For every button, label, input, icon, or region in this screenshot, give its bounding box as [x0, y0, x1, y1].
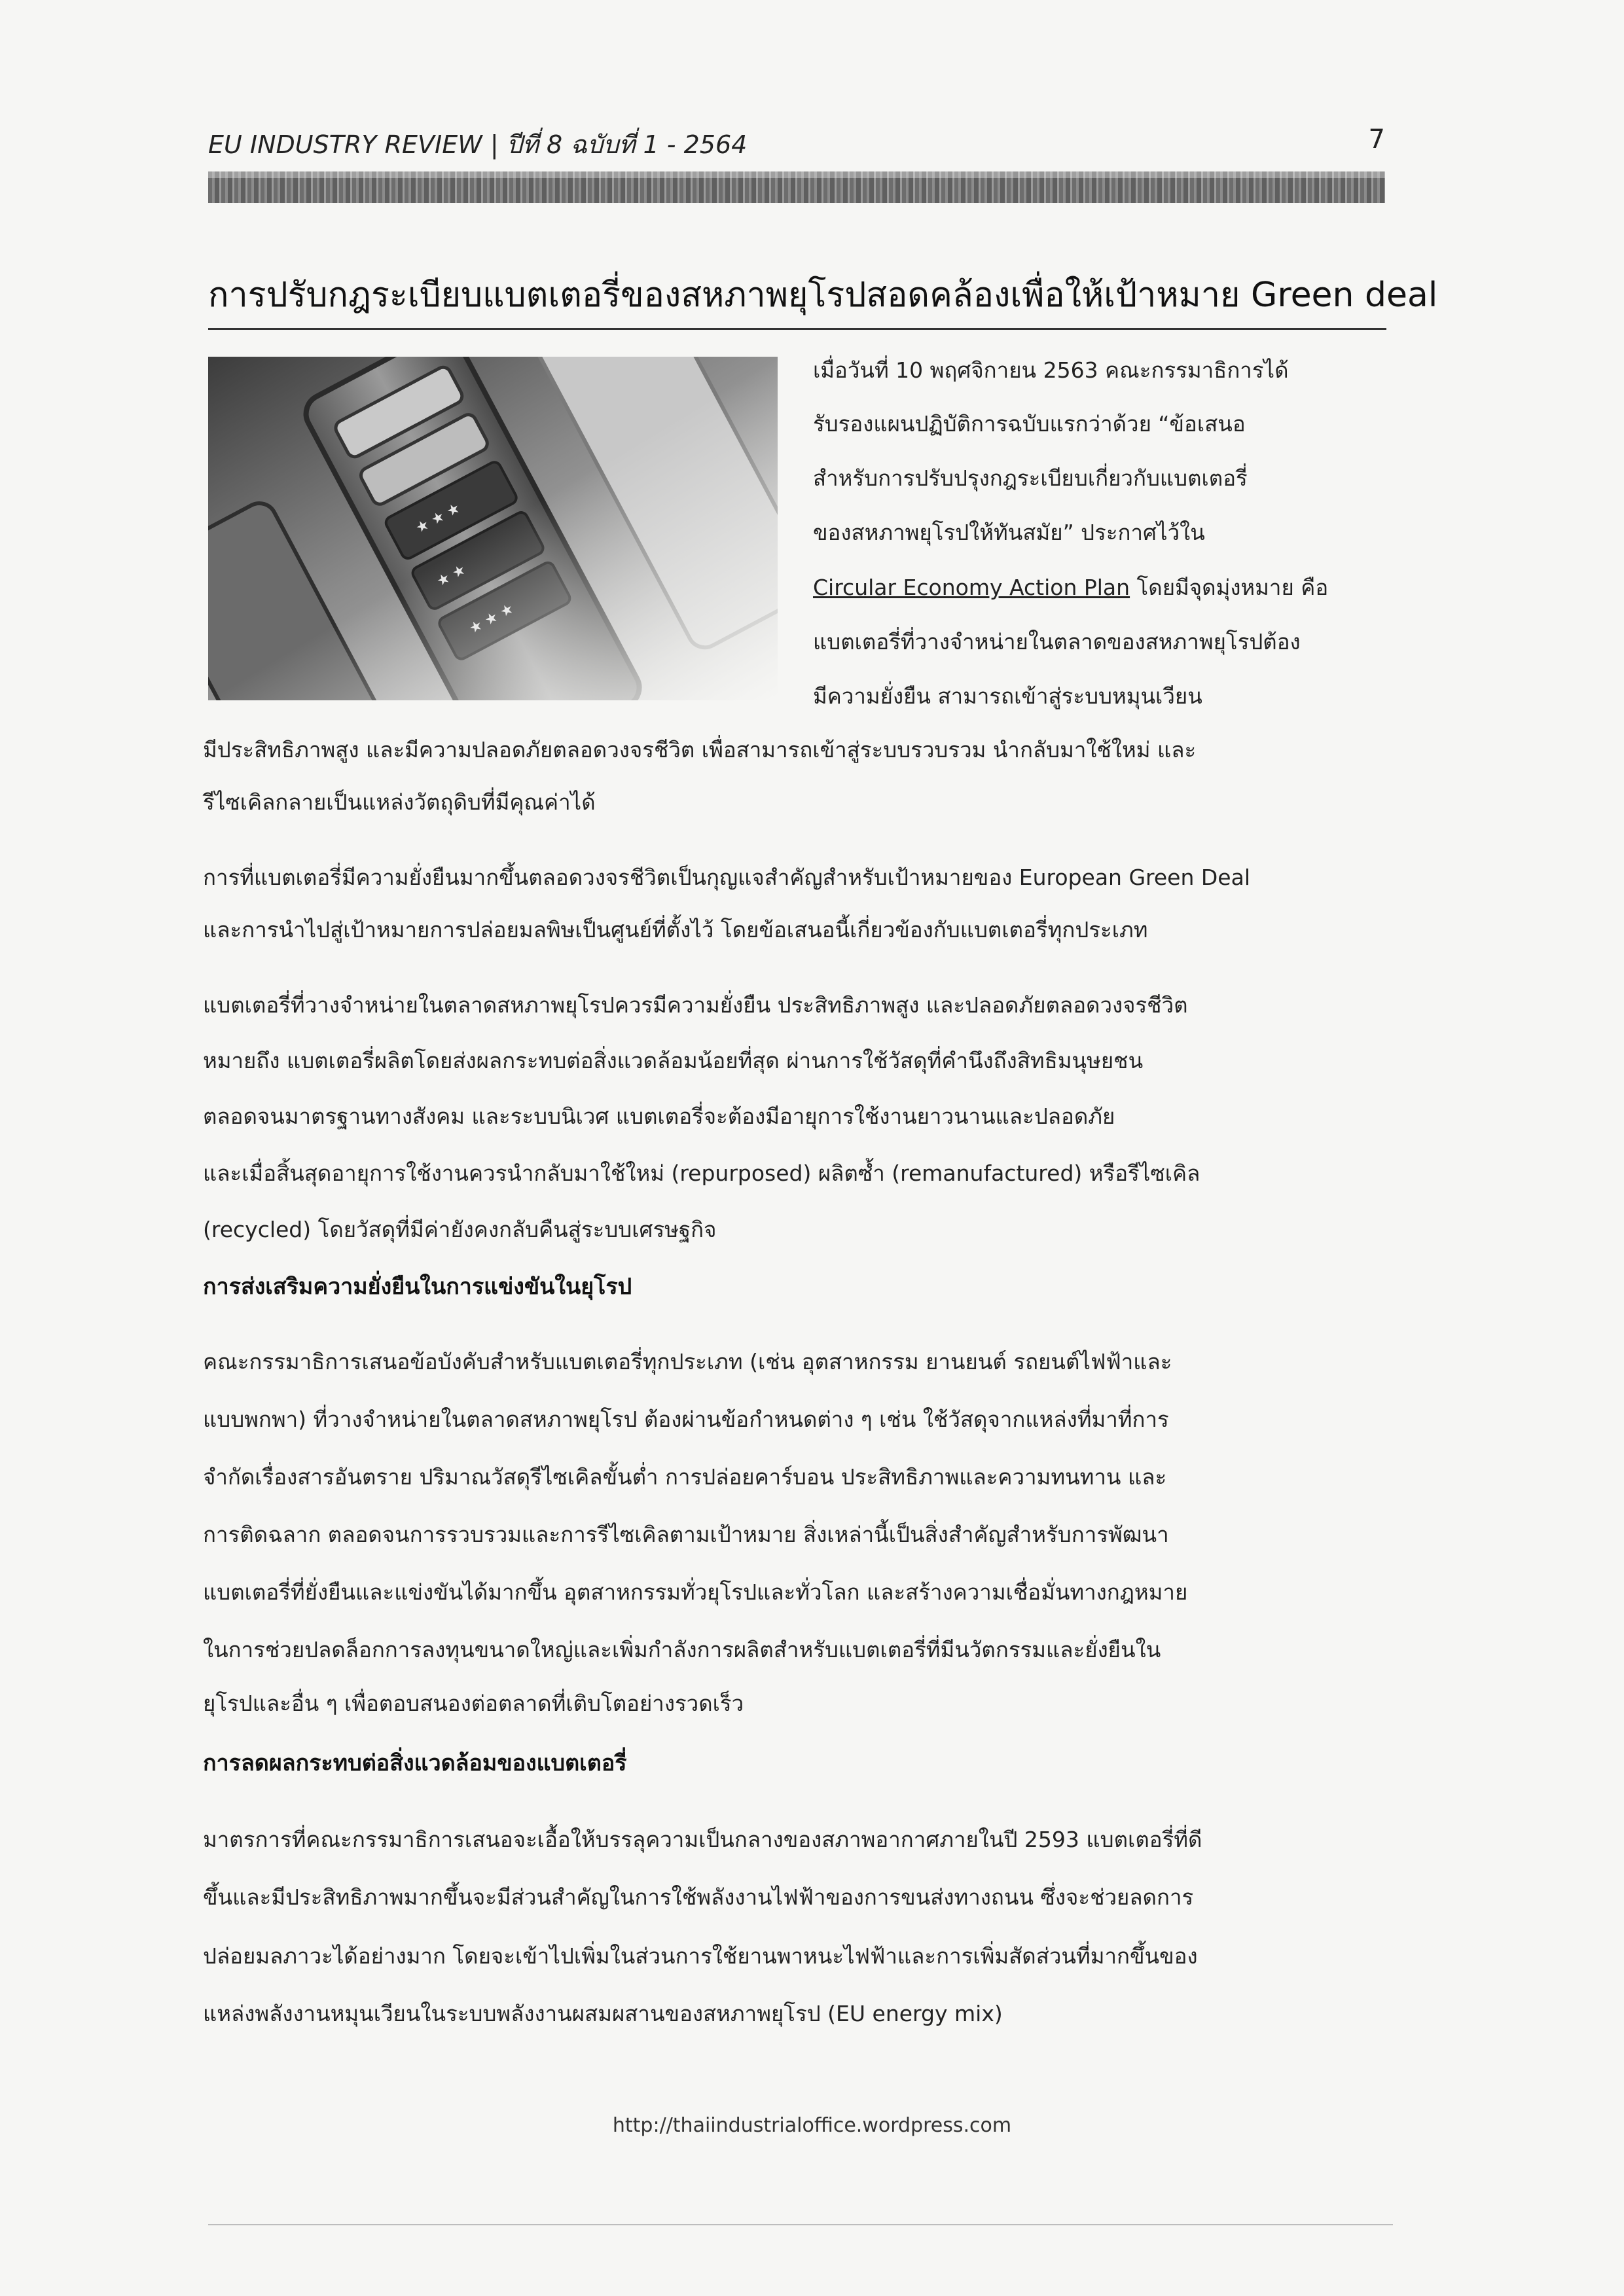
para3-line-1: คณะกรรมาธิการเสนอข้อบังคับสำหรับแบตเตอรี่ทุกประเภท (เช่น อุตสาหกรรม ยานยนต์ รถยนต์ไฟฟ้าและ [203, 1349, 1172, 1374]
bottom-rule [208, 2224, 1393, 2225]
page-number: 7 [1368, 124, 1385, 154]
para3-line-6: ในการช่วยปลดล็อกการลงทุนขนาดใหญ่และเพิ่มกำลังการผลิตสำหรับแบตเตอรี่ที่มีนวัตกรรมและยั่งยืนใน [203, 1637, 1161, 1662]
para3-line-7: ยุโรปและอื่น ๆ เพื่อตอบสนองต่อตลาดที่เติบโตอย่างรวดเร็ว [203, 1691, 744, 1716]
circular-economy-link[interactable]: Circular Economy Action Plan [813, 575, 1130, 600]
section-heading-competitiveness: การส่งเสริมความยั่งยืนในการแข่งขันในยุโรป [203, 1274, 632, 1300]
intro-full-line-2: รีไซเคิลกลายเป็นแหล่งวัตถุดิบที่มีคุณค่าได้ [203, 789, 596, 815]
battery-eu-stars-image [208, 357, 778, 700]
para4-line-4: แหล่งพลังงานหมุนเวียนในระบบพลังงานผสมผสานของสหภาพยุโรป (EU energy mix) [203, 2001, 1003, 2026]
header-rule [208, 171, 1385, 203]
intro-full-line-1: มีประสิทธิภาพสูง และมีความปลอดภัยตลอดวงจรชีวิต เพื่อสามารถเข้าสู่ระบบรวบรวม นำกลับมาใช้ใหม่ และ [203, 737, 1197, 762]
para2-line-6: และเมื่อสิ้นสุดอายุการใช้งานควรนำกลับมาใช้ใหม่ (repurposed) ผลิตซ้ำ (remanufactured) หรือรีไซเคิล [203, 1160, 1200, 1186]
intro-line-4: ของสหภาพยุโรปให้ทันสมัย” ประกาศไว้ใน [813, 520, 1205, 545]
article-title: การปรับกฎระเบียบแบตเตอรี่ของสหภาพยุโรปสอดคล้องเพื่อให้เป้าหมาย Green deal [208, 267, 1386, 330]
para3-line-3: จำกัดเรื่องสารอันตราย ปริมาณวัสดุรีไซเคิลขั้นต่ำ การปล่อยคาร์บอน ประสิทธิภาพและความทนทาน และ [203, 1464, 1167, 1490]
journal-header-title: EU INDUSTRY REVIEW | ปีที่ 8 ฉบับที่ 1 - 2564 [208, 130, 748, 159]
footer-url[interactable]: http://thaiindustrialoffice.wordpress.com [612, 2114, 1012, 2137]
intro-link-tail: โดยมีจุดมุ่งหมาย คือ [1130, 575, 1329, 600]
para3-line-2: แบบพกพา) ที่วางจำหน่ายในตลาดสหภาพยุโรป ต้องผ่านข้อกำหนดต่าง ๆ เช่น ใช้วัสดุจากแหล่งที่มาที่การ [203, 1407, 1169, 1432]
para4-line-1: มาตรการที่คณะกรรมาธิการเสนอจะเอื้อให้บรรลุความเป็นกลางของสภาพอากาศภายในปี 2593 แบตเตอรี่ที่ดี [203, 1827, 1202, 1852]
para3-line-4: การติดฉลาก ตลอดจนการรวบรวมและการรีไซเคิลตามเป้าหมาย สิ่งเหล่านี้เป็นสิ่งสำคัญสำหรับการพัฒนา [203, 1522, 1169, 1547]
para3-line-5: แบตเตอรี่ที่ยั่งยืนและแข่งขันได้มากขึ้น อุตสาหกรรมทั่วยุโรปและทั่วโลก และสร้างความเชื่อมั่นทางกฎหมาย [203, 1579, 1188, 1605]
para4-line-3: ปล่อยมลภาวะได้อย่างมาก โดยจะเข้าไปเพิ่มในส่วนการใช้ยานพาหนะไฟฟ้าและการเพิ่มสัดส่วนที่มากขึ้นของ [203, 1943, 1198, 1969]
section-heading-environment: การลดผลกระทบต่อสิ่งแวดล้อมของแบตเตอรี่ [203, 1750, 627, 1776]
intro-line-6: แบตเตอรี่ที่วางจำหน่ายในตลาดของสหภาพยุโรปต้อง [813, 629, 1301, 655]
intro-line-3: สำหรับการปรับปรุงกฎระเบียบเกี่ยวกับแบตเตอรี่ [813, 465, 1248, 491]
para4-line-2: ขึ้นและมีประสิทธิภาพมากขึ้นจะมีส่วนสำคัญในการใช้พลังงานไฟฟ้าของการขนส่งทางถนน ซึ่งจะช่วยลดการ [203, 1884, 1194, 1910]
intro-line-2: รับรองแผนปฏิบัติการฉบับแรกว่าด้วย “ข้อเสนอ [813, 411, 1246, 437]
para2-line-3: แบตเตอรี่ที่วางจำหน่ายในตลาดสหภาพยุโรปควรมีความยั่งยืน ประสิทธิภาพสูง และปลอดภัยตลอดวงจรชีวิต [203, 992, 1188, 1018]
intro-line-7: มีความยั่งยืน สามารถเข้าสู่ระบบหมุนเวียน [813, 683, 1202, 709]
para2-line-1: การที่แบตเตอรี่มีความยั่งยืนมากขึ้นตลอดวงจรชีวิตเป็นกุญแจสำคัญสำหรับเป้าหมายของ European Green Deal [203, 865, 1250, 890]
intro-line-1: เมื่อวันที่ 10 พฤศจิกายน 2563 คณะกรรมาธิการได้ [813, 357, 1289, 383]
para2-line-7: (recycled) โดยวัสดุที่มีค่ายังคงกลับคืนสู่ระบบเศรษฐกิจ [203, 1217, 717, 1242]
para2-line-2: และการนำไปสู่เป้าหมายการปล่อยมลพิษเป็นศูนย์ที่ตั้งไว้ โดยข้อเสนอนี้เกี่ยวข้องกับแบตเตอรี่ทุกประเภท [203, 917, 1148, 942]
intro-line-5 [813, 574, 1382, 602]
para2-line-4: หมายถึง แบตเตอรี่ผลิตโดยส่งผลกระทบต่อสิ่งแวดล้อมน้อยที่สุด ผ่านการใช้วัสดุที่คำนึงถึงสิทธิมนุษยชน [203, 1048, 1144, 1073]
para2-line-5: ตลอดจนมาตรฐานทางสังคม และระบบนิเวศ แบตเตอรี่จะต้องมีอายุการใช้งานยาวนานและปลอดภัย [203, 1103, 1115, 1129]
